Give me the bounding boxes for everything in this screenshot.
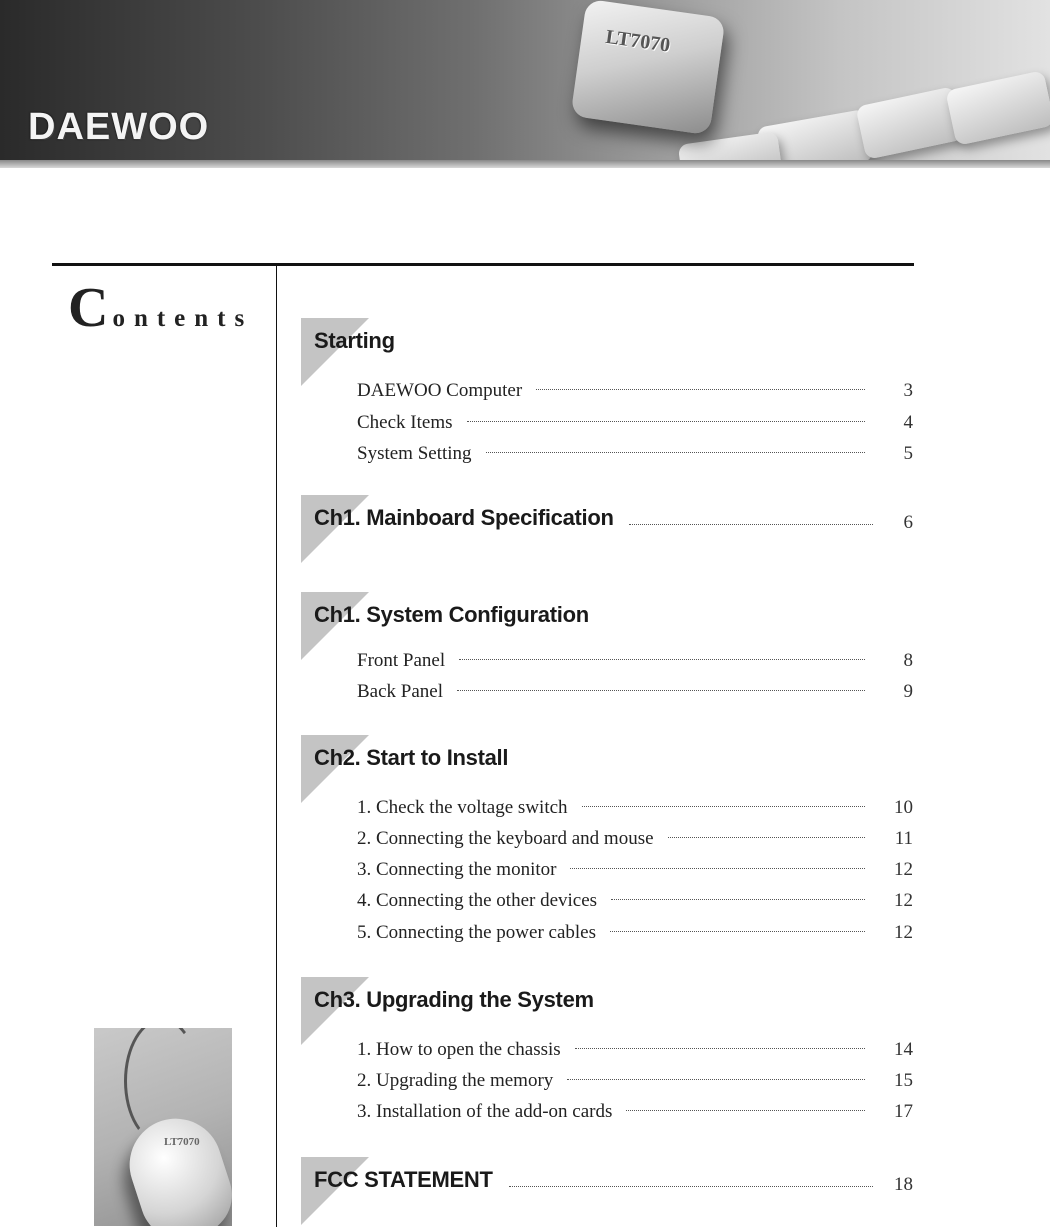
toc-entry-page: 12 bbox=[894, 890, 913, 911]
toc-entry-page: 17 bbox=[894, 1101, 913, 1122]
dot-leader bbox=[626, 1110, 865, 1111]
toc-entry-page: 9 bbox=[903, 681, 913, 702]
keycap-label: LT7070 bbox=[604, 25, 672, 57]
dot-leader bbox=[575, 1048, 865, 1049]
toc-entry-page: 4 bbox=[903, 412, 913, 433]
toc-entry-label: System Setting bbox=[357, 443, 472, 464]
toc-entry-page: 14 bbox=[894, 1039, 913, 1060]
toc-entry-label: 2. Upgrading the memory bbox=[357, 1070, 554, 1091]
toc-entry-page: 12 bbox=[894, 859, 913, 880]
toc-entry[interactable] bbox=[357, 412, 913, 436]
keyboard-key-image bbox=[945, 70, 1050, 146]
toc-entry-page: 11 bbox=[894, 828, 913, 849]
dot-leader bbox=[467, 421, 865, 422]
contents-title bbox=[68, 276, 253, 340]
toc-entry-label: Back Panel bbox=[357, 681, 444, 702]
dot-leader bbox=[610, 931, 865, 932]
section-title[interactable]: Ch1. Mainboard Specification bbox=[314, 505, 614, 530]
toc-entry[interactable] bbox=[357, 681, 913, 705]
section-title[interactable]: FCC STATEMENT bbox=[314, 1167, 493, 1192]
toc-entry[interactable] bbox=[357, 828, 913, 852]
toc-entry-label: 3. Connecting the monitor bbox=[357, 859, 557, 880]
section-title: Ch1. System Configuration bbox=[314, 602, 589, 627]
keycap-image bbox=[570, 0, 725, 135]
toc-entry[interactable] bbox=[357, 890, 913, 914]
mouse-label: LT7070 bbox=[164, 1136, 200, 1148]
toc-entry-label: 1. Check the voltage switch bbox=[357, 797, 568, 818]
section-page: 18 bbox=[894, 1174, 913, 1195]
dot-leader bbox=[629, 524, 873, 525]
section-title: Ch2. Start to Install bbox=[314, 745, 509, 770]
dot-leader bbox=[582, 806, 865, 807]
toc-entry[interactable] bbox=[357, 797, 913, 821]
toc-entry-label: Check Items bbox=[357, 412, 453, 433]
daewoo-logo: DAEWOO bbox=[28, 106, 210, 148]
toc-entry-label: 2. Connecting the keyboard and mouse bbox=[357, 828, 654, 849]
dot-leader bbox=[459, 659, 865, 660]
toc-entry[interactable] bbox=[357, 380, 913, 404]
dot-leader bbox=[567, 1079, 865, 1080]
dot-leader bbox=[486, 452, 865, 453]
toc-entry-label: DAEWOO Computer bbox=[357, 380, 523, 401]
toc-entry[interactable] bbox=[357, 1101, 913, 1125]
toc-entry-label: Front Panel bbox=[357, 650, 446, 671]
side-rule bbox=[276, 265, 277, 1227]
toc-entry-label: 3. Installation of the add-on cards bbox=[357, 1101, 613, 1122]
dot-leader bbox=[536, 389, 865, 390]
toc-entry-label: 4. Connecting the other devices bbox=[357, 890, 598, 911]
section-title: Starting bbox=[314, 328, 395, 353]
contents-title-rest: ontents bbox=[112, 305, 254, 332]
toc-entry[interactable] bbox=[357, 443, 913, 467]
toc-entry-page: 12 bbox=[894, 922, 913, 943]
dot-leader bbox=[509, 1186, 873, 1187]
toc-entry[interactable] bbox=[357, 1070, 913, 1094]
toc-entry-page: 15 bbox=[894, 1070, 913, 1091]
toc-entry[interactable] bbox=[357, 1039, 913, 1063]
keyboard-key-image bbox=[678, 131, 783, 168]
toc-entry-page: 3 bbox=[903, 380, 913, 401]
toc-entry-page: 10 bbox=[894, 797, 913, 818]
toc-entry-label: 5. Connecting the power cables bbox=[357, 922, 597, 943]
dot-leader bbox=[611, 899, 865, 900]
toc-entry-page: 8 bbox=[903, 650, 913, 671]
toc-entry-page: 5 bbox=[903, 443, 913, 464]
dot-leader bbox=[457, 690, 865, 691]
contents-title-initial: C bbox=[68, 277, 109, 339]
dot-leader bbox=[570, 868, 865, 869]
toc-entry[interactable] bbox=[357, 650, 913, 674]
toc-entry-label: 1. How to open the chassis bbox=[357, 1039, 561, 1060]
toc-entry[interactable] bbox=[357, 859, 913, 883]
section-title: Ch3. Upgrading the System bbox=[314, 987, 594, 1012]
header-banner bbox=[0, 0, 1050, 168]
mouse-photo bbox=[94, 1028, 232, 1226]
section-page: 6 bbox=[903, 512, 913, 533]
dot-leader bbox=[668, 837, 865, 838]
toc-entry[interactable] bbox=[357, 922, 913, 946]
top-rule bbox=[52, 263, 914, 266]
